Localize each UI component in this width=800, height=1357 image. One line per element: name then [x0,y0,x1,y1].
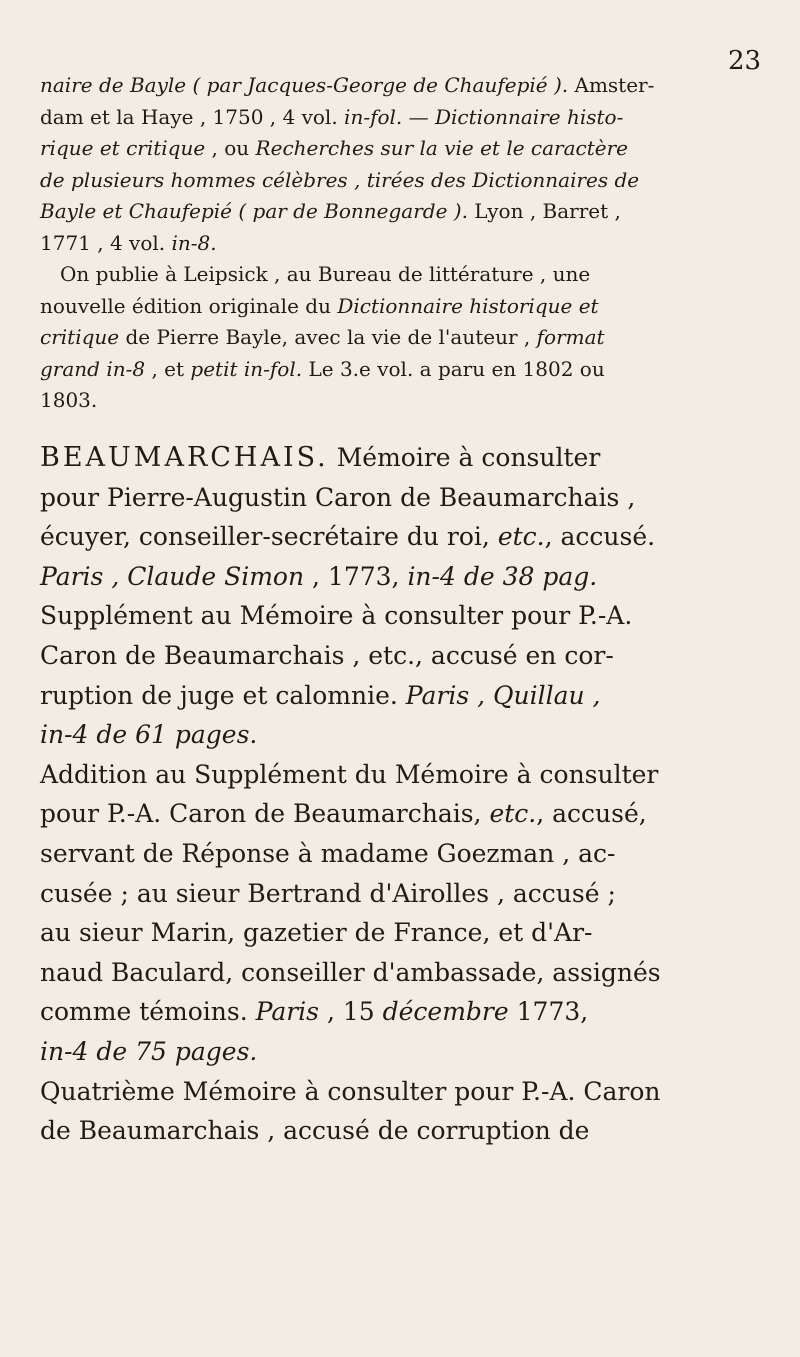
text-line: critique de Pierre Bayle, avec la vie de l'auteur , format [40,325,605,349]
text-line: comme témoins. Paris , 15 décembre 1773, [40,997,589,1027]
text-line: BEAUMARCHAIS. Mémoire à consulter [40,442,601,473]
text-line: in-4 de 61 pages. [40,720,258,750]
beaumarchais-entry [40,438,780,1151]
text-line: servant de Réponse à madame Goezman , ac- [40,838,616,868]
text-line: écuyer, conseiller-secrétaire du roi, etc., accusé. [40,522,656,552]
text-line: naire de Bayle ( par Jacques-George de Chaufepié ). Amster- [40,73,655,97]
text-line: grand in-8 , et petit in-fol. Le 3.e vol. a paru en 1802 ou [40,356,605,381]
text-line: Caron de Beaumarchais , etc., accusé en cor- [40,640,614,670]
text-line: 1803. [40,388,98,412]
text-line: Quatrième Mémoire à consulter pour P.-A. Caron [40,1076,661,1106]
text-line: nouvelle édition originale du Dictionnaire historique et [40,293,599,318]
text-line: naud Baculard, conseiller d'ambassade, assignés [40,957,661,987]
text-line: 1771 , 4 vol. in-8. [40,230,217,255]
text-line: On publie à Leipsick , au Bureau de littérature , une [60,262,591,286]
text-line: de Beaumarchais , accusé de corruption de [40,1116,590,1146]
text-line: ruption de juge et calomnie. Paris , Quillau , [40,680,601,710]
text-line: cusée ; au sieur Bertrand d'Airolles , accusé ; [40,878,616,908]
text-line: dam et la Haye , 1750 , 4 vol. in-fol. — Dictionnaire histo- [40,104,624,129]
text-line: Paris , Claude Simon , 1773, in-4 de 38 pag. [40,561,598,591]
text-line: pour Pierre-Augustin Caron de Beaumarchais , [40,482,636,512]
text-line: pour P.-A. Caron de Beaumarchais, etc., accusé, [40,799,647,829]
text-line: Bayle et Chaufepié ( par de Bonnegarde ). Lyon , Barret , [40,199,621,223]
text-line: Addition au Supplément du Mémoire à consulter [40,759,659,789]
text-line: rique et critique , ou Recherches sur la vie et le caractère [40,136,628,160]
text-line: in-4 de 75 pages. [40,1036,258,1066]
page-number: 23 [728,46,762,76]
bayle-entry [40,70,780,417]
text-line: Supplément au Mémoire à consulter pour P.-A. [40,601,633,631]
entry-heading: BEAUMARCHAIS. [40,442,329,473]
text-line: de plusieurs hommes célèbres , tirées des Dictionnaires de [40,167,640,192]
text-line: au sieur Marin, gazetier de France, et d'Ar- [40,918,593,948]
